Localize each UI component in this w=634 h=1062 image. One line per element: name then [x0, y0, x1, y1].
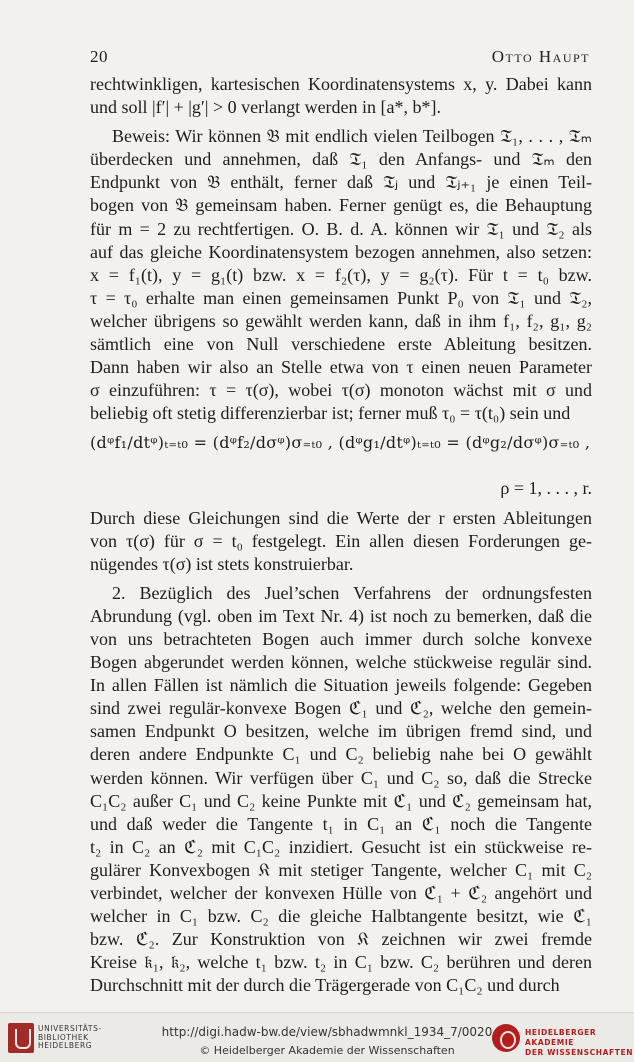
text-line: samen Endpunkt O besitzen, welche im übrigen fremd sind, und: [90, 721, 592, 742]
text-line: und daß weder die Tangente t₁ in C₁ an ℭ₁ noch die Tangente: [90, 813, 592, 834]
text-line: nügendes τ(σ) ist stets konstruierbar.: [90, 553, 354, 574]
text-line: überdecken und annehmen, daß 𝔗₁ den Anfangs- und 𝔗ₘ den: [90, 149, 592, 170]
paragraph-juel-rounding: [90, 582, 592, 998]
permalink-url[interactable]: http://digi.hadw-bw.de/view/sbhadwmnkl_1934_7/0020: [161, 1025, 493, 1039]
equation-derivatives: [90, 425, 592, 477]
body-text: [90, 73, 592, 997]
academy-logo-icon: [492, 1024, 520, 1052]
text-line: und soll |f′| + |g′| > 0 verlangt werden in [a*, b*].: [90, 97, 442, 118]
library-name: UNIVERSITÄTS- BIBLIOTHEK HEIDELBERG: [38, 1024, 102, 1050]
text-line: t₂ in C₂ an ℭ₂ mit C₁C₂ inzidiert. Gesucht ist ein stückweise re-: [90, 836, 592, 857]
text-line: In allen Fällen ist nämlich die Situation jeweils folgende: Gegeben: [90, 675, 592, 696]
text-line: τ = τ₀ erhalte man einen gemeinsamen Punkt P₀ von 𝔗₁ und 𝔗₂,: [90, 287, 592, 308]
text-line: für m = 2 zu rechtfertigen. O. B. d. A. können wir 𝔗₁ und 𝔗₂ als: [90, 218, 592, 239]
text-line: sind zwei regulär-konvexe Bogen ℭ₁ und ℭ₂, welche den gemein-: [90, 698, 592, 719]
text-line: Dann haben wir also an Stelle etwa von τ einen neuen Parameter: [90, 357, 592, 378]
text-line: σ einzuführen: τ = τ(σ), wobei τ(σ) monoton wächst mit σ und: [90, 380, 592, 401]
text-line: auf das gleiche Koordinatensystem bezogen annehmen, also setzen:: [90, 241, 592, 262]
text-line: welcher übrigens so gewählt werden kann, daß in ihm f₁, f₂, g₁, g₂: [90, 310, 592, 331]
paragraph-intro: [90, 73, 592, 119]
text-line: beliebig oft stetig differenzierbar ist; ferner muß τ₀ = τ(t₀) sein und: [90, 403, 571, 424]
academy-name: HEIDELBERGER AKADEMIE DER WISSENSCHAFTEN: [525, 1028, 634, 1057]
text-line: deren andere Endpunkte C₁ und C₂ beliebig nahe bei O gewählt: [90, 744, 592, 765]
text-line: Kreise 𝔨₁, 𝔨₂, welche t₁ bzw. t₂ in C₁ bzw. C₂ berühren und deren: [90, 952, 592, 973]
text-line: Abrundung (vgl. oben im Text Nr. 4) ist noch zu bemerken, daß die: [90, 605, 592, 626]
equation-main: (dᵠf₁/dtᵠ)ₜ₌ₜ₀ = (dᵠf₂/dσᵠ)σ₌ₜ₀ , (dᵠg₁/dtᵠ)ₜ₌ₜ₀ = (dᵠg₂/dσᵠ)σ₌ₜ₀ ,: [90, 433, 591, 453]
text-line: Durch diese Gleichungen sind die Werte der r ersten Ableitungen: [90, 507, 592, 528]
text-line: gulärer Konvexbogen 𝔎 mit stetiger Tangente, welcher C₁ mit C₂: [90, 859, 592, 880]
text-line: rechtwinkligen, kartesischen Koordinatensystems x, y. Dabei kann: [90, 74, 592, 94]
text-line: 2. Bezüglich des Juel’schen Verfahrens der ordnungsfesten: [112, 582, 592, 603]
text-line: Bogen abgerundet werden können, welche stückweise regulär sind.: [90, 652, 592, 673]
text-line: Endpunkt von 𝔅 enthält, ferner daß 𝔗ⱼ und 𝔗ⱼ₊₁ je einen Teil-: [90, 172, 592, 193]
equation-index-range: ρ = 1, . . . , r.: [500, 478, 592, 499]
paragraph-conclusion: [90, 507, 592, 576]
text-line: bogen von 𝔅 gemeinsam haben. Ferner genügt es, die Behauptung: [90, 195, 592, 216]
page-number: 20: [90, 47, 108, 66]
viewer-footer: [0, 1012, 634, 1062]
text-line: von τ(σ) für σ = t₀ festgelegt. Ein allen diesen Forderungen ge-: [90, 530, 592, 551]
text-line: von uns betrachteten Bogen auch immer durch solche konvexe: [90, 628, 592, 649]
text-line: Beweis: Wir können 𝔅 mit endlich vielen Teilbogen 𝔗₁, . . . , 𝔗ₘ: [112, 126, 592, 147]
text-line: bzw. ℭ₂. Zur Konstruktion von 𝔎 zeichnen wir zwei fremde: [90, 929, 592, 950]
text-line: welcher in C₁ bzw. C₂ die gleiche Halbtangente besitzt, wie ℭ₁: [90, 906, 592, 927]
text-line: werden können. Wir verfügen über C₁ und C₂ so, daß die Strecke: [90, 767, 592, 788]
text-line: sämtlich eine von Null verschiedene erste Ableitung besitzen.: [90, 334, 592, 355]
running-head-author: Otto Haupt: [491, 47, 590, 66]
text-line: verbindet, welcher der konvexen Hülle von ℭ₁ + ℭ₂ angehört und: [90, 883, 592, 903]
text-line: Durchschnitt mit der durch die Trägergerade von C₁C₂ und durch: [90, 975, 560, 996]
text-line: x = f₁(t), y = g₁(t) bzw. x = f₂(τ), y = g₂(τ). Für t = t₀ bzw.: [90, 264, 592, 285]
paragraph-proof: [90, 125, 592, 425]
copyright-notice: © Heidelberger Akademie der Wissenschaften: [199, 1044, 455, 1057]
text-line: C₁C₂ außer C₁ und C₂ keine Punkte mit ℭ₁ und ℭ₂ gemeinsam hat,: [90, 790, 592, 811]
